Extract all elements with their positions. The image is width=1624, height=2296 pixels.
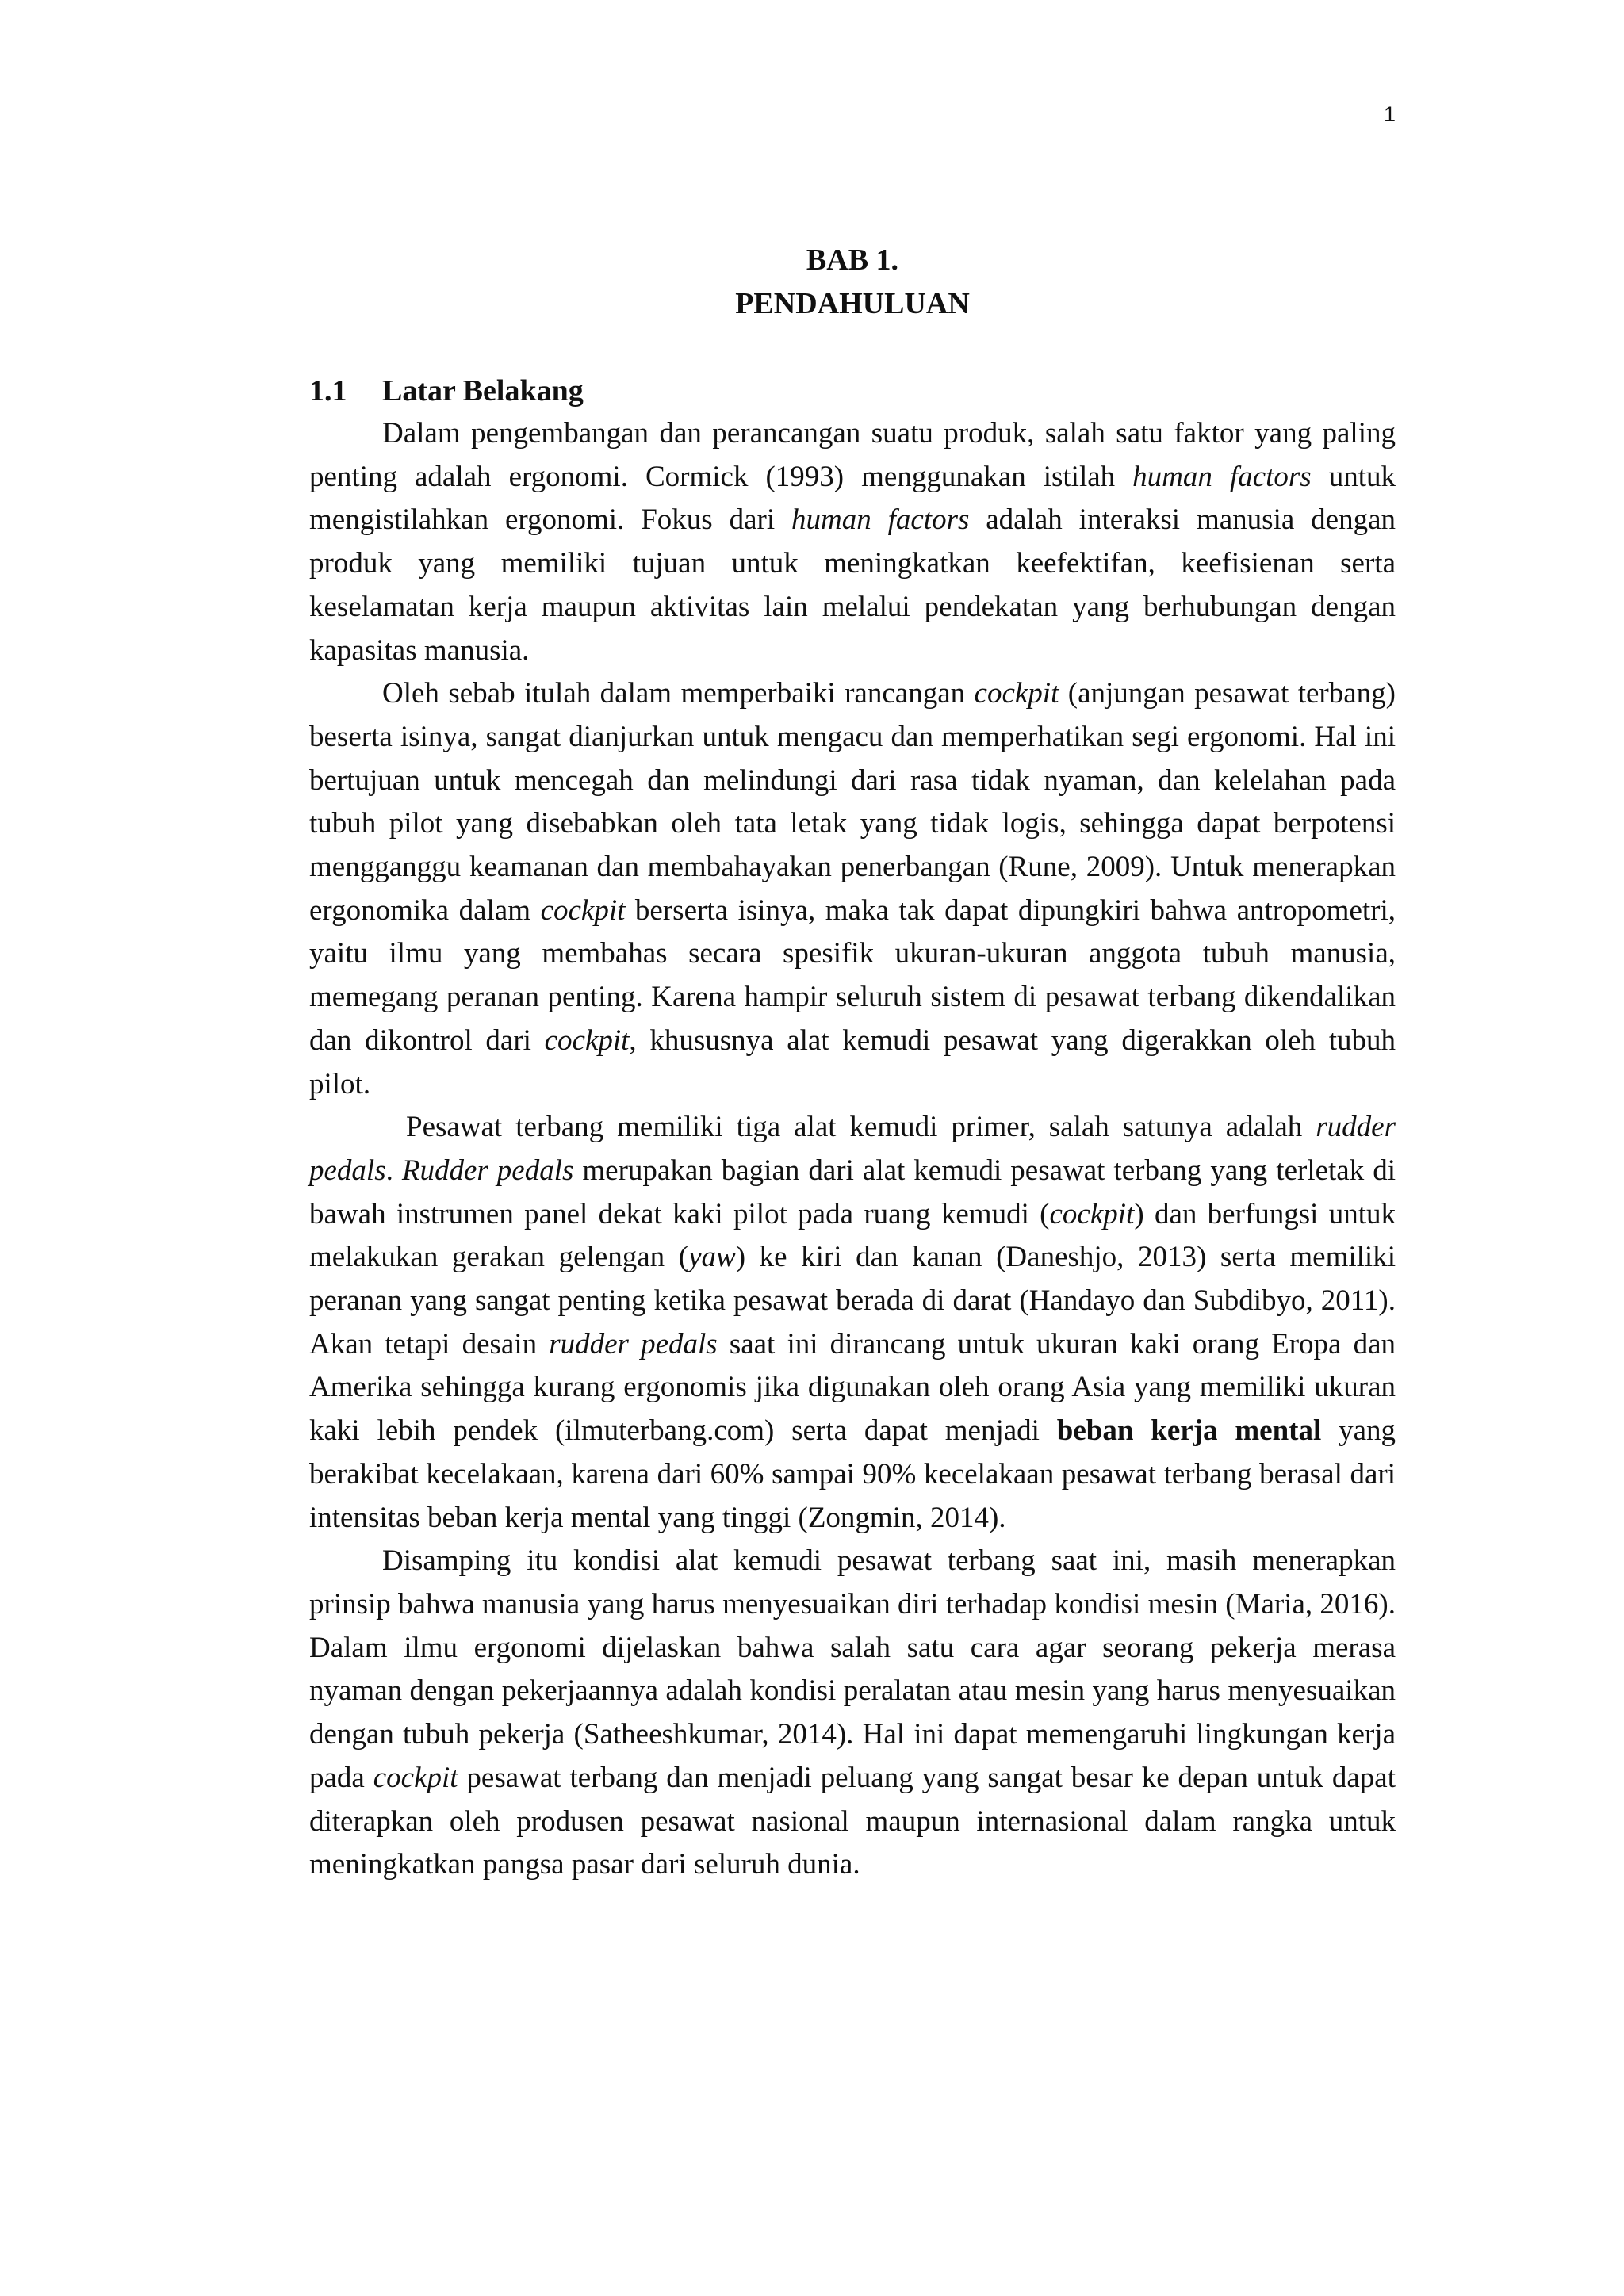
text-run: untuk mengistilahkan ergonomi. Fokus dari — [309, 460, 1396, 537]
text-run: Disamping itu kondisi alat kemudi pesawat terbang saat ini, masih menerapkan prinsip bahwa manusia yang harus menyesuaikan diri terhadap kondisi mesin (Maria, 2016). Dalam ilmu ergonomi dijelaskan bahwa salah satu cara agar seorang pekerja merasa nyaman dengan pekerjaannya adalah kondisi peralatan atau mesin yang harus menyesuaikan dengan tubuh pekerja (Satheeshkumar, 2014). Hal ini dapat memengaruhi lingkungan kerja pada — [309, 1544, 1396, 1794]
section-heading — [309, 369, 1396, 413]
text-run: berserta isinya, maka tak dapat dipungkiri bahwa antropometri, yaitu ilmu yang membahas secara spesifik ukuran-ukuran anggota tubuh manusia, memegang peranan penting. Karena hampir seluruh sistem di pesawat terbang dikendalikan dan dikontrol dari — [309, 894, 1396, 1057]
text-run: (anjungan pesawat terbang) beserta isinya, sangat dianjurkan untuk mengacu dan memperhatikan segi ergonomi. Hal ini bertujuan untuk mencegah dan melindungi dari rasa tidak nyaman, dan kelelahan pada tubuh pilot yang disebabkan oleh tata letak yang tidak logis, sehingga dapat berpotensi mengganggu keamanan dan membahayakan penerbangan (Rune, 2009). Untuk menerapkan ergonomika dalam — [309, 677, 1396, 927]
paragraph — [309, 412, 1396, 672]
text-run: Oleh sebab itulah dalam memperbaiki rancangan — [382, 677, 975, 710]
text-run: Dalam pengembangan dan perancangan suatu produk, salah satu faktor yang paling penting adalah ergonomi. Cormick (1993) menggunakan istilah — [309, 417, 1396, 493]
section-title: Latar Belakang — [382, 374, 584, 408]
italic-term: Rudder pedals — [401, 1154, 574, 1187]
chapter-title: PENDAHULUAN — [735, 287, 970, 320]
text-run: pesawat terbang dan menjadi peluang yang sangat besar ke depan untuk dapat diterapkan oleh produsen pesawat nasional maupun internasional dalam rangka untuk meningkatkan pangsa pasar dari seluruh dunia. — [309, 1761, 1396, 1881]
paragraph — [309, 1106, 1396, 1540]
section-number: 1.1 — [309, 374, 347, 408]
text-run: merupakan bagian dari alat kemudi pesawat terbang yang terletak di bawah instrumen panel dekat kaki pilot pada ruang kemudi ( — [309, 1154, 1396, 1230]
paragraph — [309, 1540, 1396, 1887]
italic-term: cockpit — [1049, 1197, 1135, 1230]
italic-term: human factors — [1132, 460, 1312, 493]
paragraph — [309, 672, 1396, 1106]
chapter-number: BAB 1. — [806, 243, 899, 277]
text-run: ) dan berfungsi untuk melakukan gerakan gelengan ( — [309, 1197, 1396, 1274]
italic-term: cockpit — [373, 1761, 458, 1794]
page-number: 1 — [1383, 102, 1396, 126]
text-run: yang berakibat kecelakaan, karena dari 60% sampai 90% kecelakaan pesawat terbang berasal dari intensitas beban kerja mental yang tinggi (Zongmin, 2014). — [309, 1414, 1396, 1534]
text-run: Pesawat terbang memiliki tiga alat kemudi primer, salah satunya adalah — [406, 1111, 1316, 1144]
italic-term: human factors — [791, 503, 970, 537]
text-run: saat ini dirancang untuk ukuran kaki orang Eropa dan Amerika sehingga kurang ergonomis jika digunakan oleh orang Asia yang memiliki ukuran kaki lebih pendek (ilmuterbang.com) serta dapat menjadi — [309, 1327, 1396, 1448]
italic-term: cockpit — [974, 677, 1059, 710]
italic-term: cockpit — [544, 1024, 630, 1057]
italic-term: rudder pedals — [309, 1111, 1396, 1187]
text-run: , khususnya alat kemudi pesawat yang digerakkan oleh tubuh pilot. — [309, 1024, 1396, 1100]
body-text — [309, 412, 1396, 1887]
italic-term: cockpit — [540, 894, 626, 927]
italic-term: rudder pedals — [549, 1327, 718, 1360]
italic-term: yaw — [688, 1241, 736, 1274]
text-run: ) ke kiri dan kanan (Daneshjo, 2013) serta memiliki peranan yang sangat penting ketika pesawat berada di darat (Handayo dan Subdibyo, 2011). Akan tetapi desain — [309, 1241, 1396, 1360]
text-run: adalah interaksi manusia dengan produk yang memiliki tujuan untuk meningkatkan keefektifan, keefisienan serta keselamatan kerja maupun aktivitas lain melalui pendekatan yang berhubungan dengan kapasitas manusia. — [309, 503, 1396, 667]
bold-term: beban kerja mental — [1056, 1414, 1322, 1448]
text-run: . — [385, 1154, 402, 1187]
